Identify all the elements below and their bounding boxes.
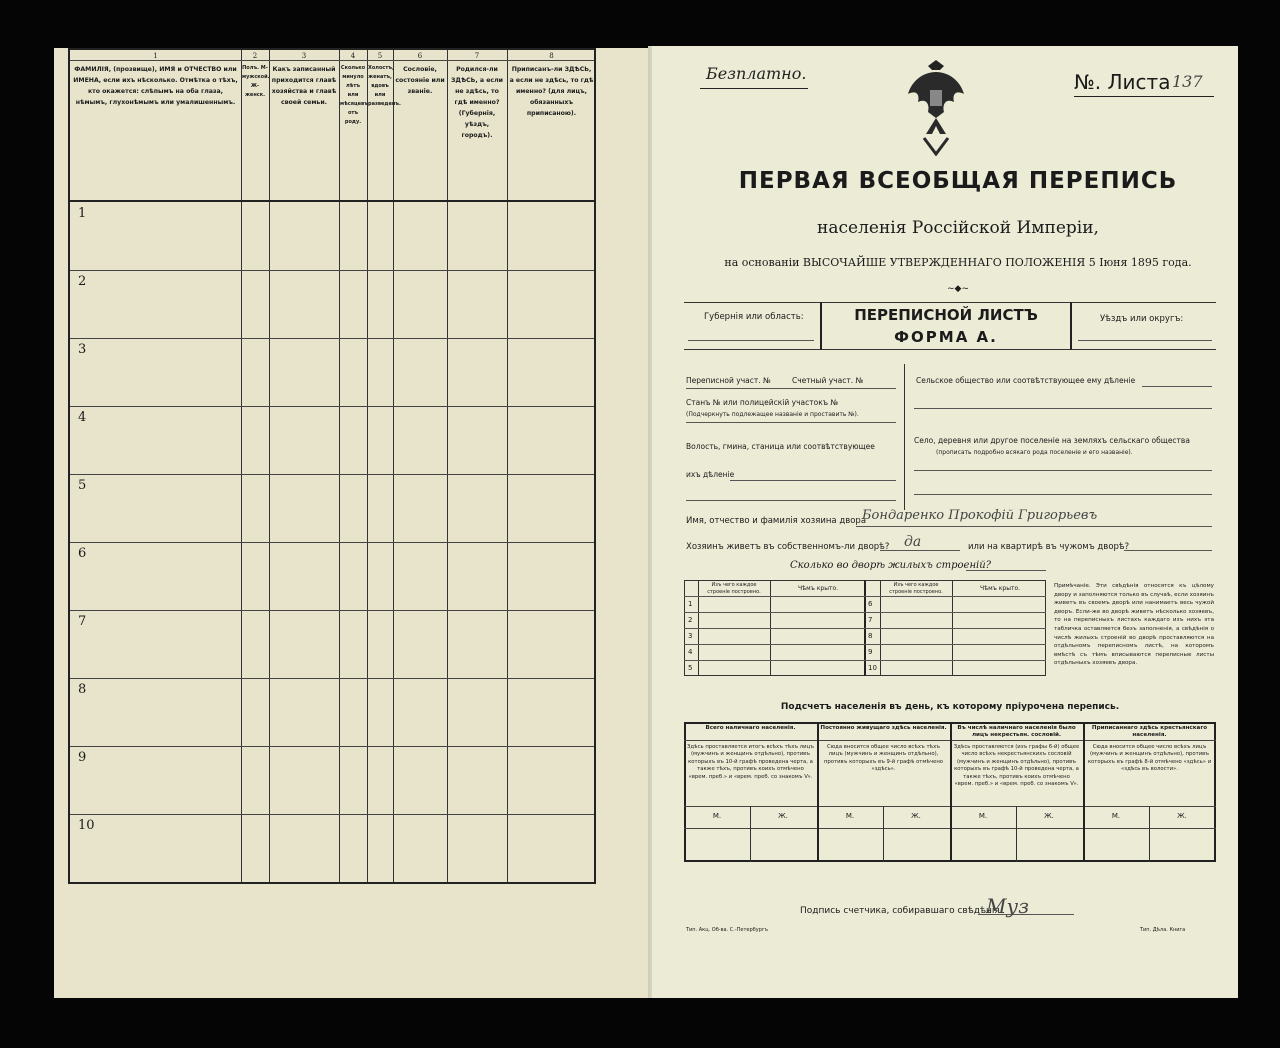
row-number: 5 — [78, 478, 87, 493]
row-divider — [70, 542, 594, 543]
column-divider — [367, 50, 368, 882]
count-col-text: Сюда вносится общее число всѣхъ тѣхъ лицъ (мужчинъ и женщинъ отдѣльно), противъ которыхъ въ 9-й графѣ отмѣчено «здѣсь». — [823, 744, 944, 773]
column-divider — [269, 50, 270, 882]
build-col2-left: Чѣмъ крыто. — [797, 585, 839, 592]
address-line — [1142, 386, 1212, 387]
build-col1-left: Изъ чего каждое строеніе построено. — [707, 582, 761, 595]
count-col-divider — [950, 722, 952, 862]
count-zh-label: Ж. — [1044, 812, 1054, 820]
row-divider — [70, 746, 594, 747]
selo-note: (прописать подробно всякаго рода поселеніе и его названіе). — [936, 449, 1133, 456]
gubernia-line — [688, 340, 814, 341]
free-label: Безплатно. — [706, 64, 807, 83]
count-col-divider — [1083, 722, 1085, 862]
count-m-label: М. — [712, 812, 722, 820]
build-col2-right: Чѣмъ крыто. — [979, 585, 1021, 592]
count-m-label: М. — [978, 812, 988, 820]
address-line — [686, 422, 896, 423]
owner-value: Бондаренко Прокофій Григорьевъ — [862, 508, 1098, 523]
col-head-2: Полъ. М-мужской. Ж-женск. — [242, 65, 270, 98]
printer-right: Тип. Дѣла. Книга — [1140, 927, 1186, 933]
col-head-8: Приписанъ-ли ЗДѢСЬ, а если не здѣсь, то гдѣ именно? (для лицъ, обязанныхъ приписаною). — [509, 66, 594, 117]
column-divider — [447, 50, 448, 882]
document-title: ПЕРВАЯ ВСЕОБЩАЯ ПЕРЕПИСЬ — [738, 168, 1178, 194]
document-basis: на основаніи ВЫСОЧАЙШЕ УТВЕРЖДЕННАГО ПОЛОЖЕНІЯ 5 Іюня 1895 года. — [724, 256, 1192, 269]
note-text: Примѣчаніе. Эти свѣдѣнія относятся къ цѣлому двору и заполняются только въ случаѣ, если хозяинъ живетъ въ своемъ дворѣ или нанимаетъ весь чужой дворъ. Если-же во дворѣ живетъ нѣсколько хозяевъ, то на переписныхъ листахъ каждаго изъ нихъ эта табличка оставляется безъ заполненія, а свѣдѣнія о числѣ жилыхъ строеній во дворѣ проставляются на отдѣльномъ переписномъ листѣ, на которомъ вмѣстѣ съ тѣмъ вписываются переписные листы отдѣльныхъ хозяевъ двора. — [1054, 583, 1214, 667]
col-head-1: ФАМИЛІЯ, (прозвище), ИМЯ и ОТЧЕСТВО или ИМЕНА, если ихъ нѣсколько. Отмѣтка о тѣхъ, кто окажется: слѣпымъ на оба глаза, нѣмымъ, глухонѣмымъ или умалишеннымъ. — [73, 66, 238, 106]
build-row-line — [684, 660, 1046, 661]
sheet-number-value: 137 — [1172, 72, 1203, 91]
row-divider — [70, 814, 594, 815]
sheet-number-underline — [1074, 96, 1214, 97]
row-number: 3 — [78, 342, 87, 357]
double-eagle-emblem — [906, 60, 966, 156]
volost-label-2: ихъ дѣленіе — [686, 470, 735, 479]
schet-uch-label: Счетный участ. № — [792, 376, 864, 385]
col-head-5: Холостъ, женатъ, вдовъ или разведенъ. — [368, 65, 401, 107]
address-line — [914, 470, 1212, 471]
count-col-head: Постоянно живущаго здѣсь населенія. — [820, 725, 947, 731]
build-row-num: 8 — [868, 632, 873, 640]
signature-line — [978, 914, 1074, 915]
row-divider — [70, 270, 594, 271]
selskoe-label: Сельское общество или соотвѣтствующее ему дѣленіе — [916, 376, 1136, 385]
count-col-divider — [817, 722, 819, 862]
build-row-line — [684, 612, 1046, 613]
build-row-line — [684, 628, 1046, 629]
count-zh-label: Ж. — [911, 812, 921, 820]
count-col-head: Всего наличнаго населенія. — [705, 725, 796, 731]
form-subtitle: ФОРМА А. — [894, 328, 998, 346]
col-num-8: 8 — [549, 52, 554, 60]
col-num-4: 4 — [350, 52, 356, 60]
ornament-divider: ~◆~ — [946, 284, 969, 294]
col-num-1: 1 — [153, 52, 158, 60]
header-divider — [70, 60, 594, 61]
count-col-head: Въ числѣ наличнаго населенія было лицъ некрестьян. сословій. — [957, 725, 1076, 738]
buildings-line — [966, 570, 1046, 571]
count-zh-label: Ж. — [1177, 812, 1187, 820]
uezd-line — [1078, 340, 1212, 341]
count-title: Подсчетъ населенія въ день, къ которому пріурочена перепись. — [780, 702, 1120, 712]
col-head-4: Сколько минуло лѣтъ или мѣсяцевъ отъ роду. — [340, 65, 368, 125]
row-divider — [70, 406, 594, 407]
lives-line — [1124, 550, 1212, 551]
count-m-label: М. — [1111, 812, 1121, 820]
signature-value: Муз — [986, 894, 1029, 918]
uezd-label: Уѣздъ или округъ: — [1100, 314, 1184, 324]
address-line — [686, 500, 896, 501]
build-row-num: 2 — [688, 616, 693, 624]
row-number: 4 — [78, 410, 87, 425]
census-table-left — [68, 48, 596, 884]
col-head-3: Какъ записанный приходится главѣ хозяйства и главѣ своей семьи. — [271, 66, 337, 106]
lives-line — [880, 550, 960, 551]
build-row-num: 3 — [688, 632, 693, 640]
row-divider — [70, 610, 594, 611]
count-col-text: Сюда вносится общее число всѣхъ лицъ (мужчинъ и женщинъ отдѣльно), противъ которыхъ въ графѣ 8-й отмѣчено «здѣсь» и «здѣсь въ волости». — [1087, 744, 1212, 773]
row-divider — [70, 678, 594, 679]
free-underline — [700, 88, 808, 89]
signature-label: Подпись счетчика, собиравшаго свѣдѣнія — [800, 906, 1000, 916]
row-number: 10 — [78, 818, 95, 833]
build-row-num: 5 — [688, 664, 693, 672]
col-num-7: 7 — [474, 52, 480, 60]
count-m-label: М. — [845, 812, 855, 820]
volost-label: Волость, гмина, станица или соотвѣтствующее — [686, 442, 875, 451]
column-divider — [339, 50, 340, 882]
row-number: 6 — [78, 546, 87, 561]
perepis-uch-label: Переписной участ. № — [686, 376, 771, 385]
count-col-text: Здѣсь проставляется (изъ графы 6-й) общее число всѣхъ некрестьянскихъ сословій (мужчинъ и женщинъ отдѣльно), противъ которыхъ въ графѣ 10-й проведена черта, а также тѣхъ, противъ коихъ отмѣчено «врем. преб.» и «врем. преб. со знакомъ V». — [953, 744, 1080, 788]
address-line — [686, 388, 896, 389]
lives-label-2: или на квартирѣ въ чужомъ дворѣ? — [968, 542, 1130, 552]
address-divider — [904, 364, 905, 510]
build-row-num: 4 — [688, 648, 693, 656]
stan-label: Станъ № или полицейскій участокъ № — [686, 398, 839, 407]
owner-label: Имя, отчество и фамилія хозяина двора — [686, 516, 867, 526]
address-line — [730, 480, 896, 481]
column-divider — [241, 50, 242, 882]
count-zh-label: Ж. — [778, 812, 788, 820]
build-col1-right: Изъ чего каждое строеніе построено. — [889, 582, 943, 595]
buildings-label: Сколько во дворѣ жилыхъ строеній? — [790, 560, 992, 571]
header-divider — [70, 200, 594, 202]
row-number: 1 — [78, 206, 87, 221]
owner-line — [856, 526, 1212, 527]
address-line — [914, 494, 1212, 495]
col-num-5: 5 — [377, 52, 383, 60]
lives-label: Хозяинъ живетъ въ собственномъ-ли дворѣ? — [686, 542, 890, 552]
row-divider — [70, 474, 594, 475]
row-number: 7 — [78, 614, 87, 629]
count-col-head: Приписаннаго здѣсь крестьянскаго населенія. — [1091, 725, 1208, 738]
col-num-6: 6 — [417, 52, 423, 60]
count-col-text: Здѣсь проставляется итогъ всѣхъ тѣхъ лицъ (мужчинъ и женщинъ отдѣльно), противъ которыхъ въ 10-й графѣ проведена черта, а также тѣхъ, противъ коихъ отмѣчено «врем. преб.» и «врем. преб. со знакомъ V». — [687, 744, 814, 780]
column-divider — [393, 50, 394, 882]
sheet-number-label: №. Листа — [1074, 70, 1171, 94]
row-number: 2 — [78, 274, 87, 289]
build-row-num: 6 — [868, 600, 873, 608]
lives-value: да — [904, 534, 922, 550]
build-row-num: 9 — [868, 648, 873, 656]
form-title: ПЕРЕПИСНОЙ ЛИСТЪ — [854, 306, 1038, 324]
selo-label: Село, деревня или другое поселеніе на земляхъ сельскаго общества — [914, 436, 1190, 445]
address-line — [914, 408, 1212, 409]
column-divider — [507, 50, 508, 882]
gubernia-label: Губернія или область: — [704, 312, 804, 322]
row-number: 9 — [78, 750, 87, 765]
build-row-num: 7 — [868, 616, 873, 624]
printer-left: Тип. Акц. Об-ва. С.-Петербургъ — [686, 927, 769, 933]
col-head-7: Родился-ли ЗДѢСЬ, а если не здѣсь, то гдѣ именно? (Губернія, уѣздъ, городъ). — [451, 66, 503, 139]
build-row-num: 1 — [688, 600, 693, 608]
build-row-num: 10 — [868, 664, 877, 672]
col-head-6: Сословіе, состояніе или званіе. — [395, 66, 445, 95]
row-divider — [70, 338, 594, 339]
document-subtitle: населенія Россійской Имперіи, — [817, 218, 1099, 238]
stan-note: (Подчеркнуть подлежащее названіе и проставить №). — [686, 411, 859, 418]
col-num-3: 3 — [301, 52, 307, 60]
row-number: 8 — [78, 682, 87, 697]
build-row-line — [684, 596, 1046, 597]
col-num-2: 2 — [252, 52, 258, 60]
build-row-line — [684, 644, 1046, 645]
